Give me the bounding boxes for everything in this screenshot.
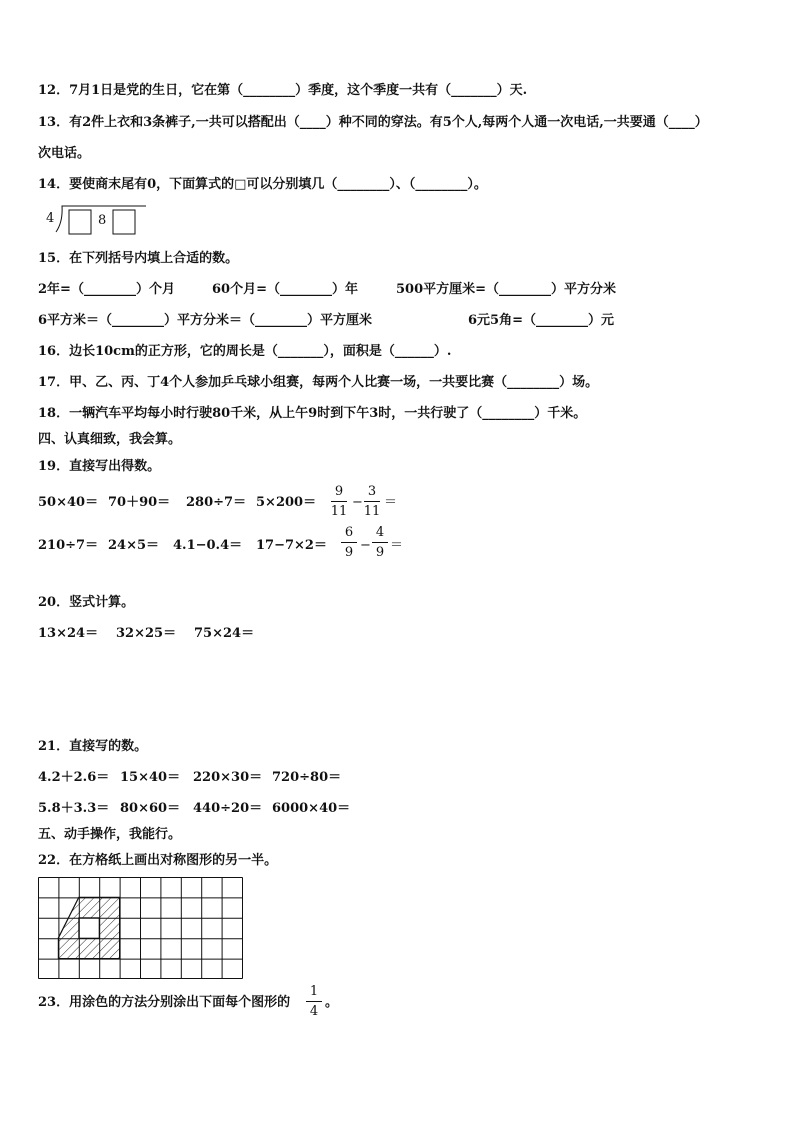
question-14: 14．要使商末尾有0，下面算式的□可以分别填几（________）、（________）。: [38, 177, 487, 192]
section-4-heading: 四、认真细致，我会算。: [38, 432, 182, 447]
numerator: 3: [367, 484, 377, 499]
q21-calc-6: 80×60＝: [120, 801, 181, 816]
q21-calc-3: 220×30＝: [193, 770, 263, 785]
grid-paper: [38, 877, 244, 979]
dividend-digit: 8: [98, 213, 107, 228]
q15-item-1: 2年=（________）个月: [38, 282, 175, 297]
fraction-9-11: [329, 483, 349, 520]
minus-sign: −: [352, 495, 363, 510]
q21-calc-8: 6000×40＝: [272, 801, 351, 816]
question-18: 18．一辆汽车平均每小时行驶80千米，从上午9时到下午3时，一共行驶了（________）千米。: [38, 406, 587, 421]
numerator: 4: [375, 525, 385, 540]
question-23-tail: 。: [325, 995, 339, 1010]
numerator: 9: [334, 484, 344, 499]
blank-box-2: [113, 210, 135, 234]
minus-sign: −: [360, 538, 371, 553]
numerator: 1: [309, 984, 319, 999]
q21-calc-1: 4.2＋2.6＝: [38, 770, 110, 785]
fraction-1-4: [304, 983, 324, 1020]
question-22: 22．在方格纸上画出对称图形的另一半。: [38, 853, 278, 868]
fraction-4-9: [370, 524, 390, 561]
fraction-3-11: [362, 483, 382, 520]
q15-item-3: 500平方厘米=（________）平方分米: [396, 282, 617, 297]
q21-calc-5: 5.8＋3.3＝: [38, 801, 110, 816]
q15-item-2: 60个月=（________）年: [212, 282, 358, 297]
question-13-line1: 13．有2件上衣和3条裤子,一共可以搭配出（____）种不同的穿法。有5个人,每两个人通一次电话,一共要通（____）: [38, 115, 708, 130]
q21-calc-7: 440÷20＝: [193, 801, 263, 816]
question-21: 21．直接写的数。: [38, 739, 148, 754]
denominator: 9: [375, 545, 385, 560]
question-20: 20．竖式计算。: [38, 595, 135, 610]
question-17: 17．甲、乙、丙、丁4个人参加乒乓球小组赛，每两个人比赛一场，一共要比赛（________）场。: [38, 375, 599, 390]
numerator: 6: [344, 525, 354, 540]
fraction-6-9: [339, 524, 359, 561]
q19-calc-7: 4.1−0.4＝: [173, 538, 243, 553]
q20-calc-1: 13×24＝: [38, 626, 99, 641]
question-16: 16．边长10cm的正方形，它的周长是（_______），面积是（______）.: [38, 344, 452, 359]
q20-calc-3: 75×24＝: [194, 626, 255, 641]
section-5-heading: 五、动手操作，我能行。: [38, 827, 182, 842]
question-23: [38, 994, 290, 1012]
q15-item-4: 6平方米＝（________）平方分米＝（________）平方厘米: [38, 313, 373, 328]
q19-calc-6: 24×5＝: [108, 538, 160, 553]
denominator: 4: [309, 1004, 319, 1019]
q19-calc-5: 210÷7＝: [38, 538, 99, 553]
q19-calc-2: 70＋90＝: [108, 495, 171, 510]
question-12: 12．7月1日是党的生日，它在第（________）季度，这个季度一共有（_______）天.: [38, 83, 528, 98]
denominator: 11: [330, 504, 348, 519]
q21-calc-2: 15×40＝: [120, 770, 181, 785]
question-23-text: 23．用涂色的方法分别涂出下面每个图形的: [38, 995, 291, 1010]
empty-cell: [79, 918, 99, 938]
divisor: 4: [46, 211, 55, 226]
q19-calc-4: 5×200＝: [256, 495, 317, 510]
denominator: 11: [363, 504, 381, 519]
question-15: 15．在下列括号内填上合适的数。: [38, 251, 239, 266]
question-19: 19．直接写出得数。: [38, 459, 161, 474]
equals-sign: ＝: [384, 495, 398, 510]
blank-box-1: [69, 210, 91, 234]
q19-calc-3: 280÷7＝: [186, 495, 247, 510]
question-13-line2: 次电话。: [38, 146, 91, 161]
q21-calc-4: 720÷80＝: [272, 770, 342, 785]
q20-calc-2: 32×25＝: [116, 626, 177, 641]
q19-calc-8: 17−7×2＝: [256, 538, 327, 553]
equals-sign: ＝: [390, 538, 404, 553]
q15-item-5: 6元5角=（________）元: [468, 313, 614, 328]
denominator: 9: [344, 545, 354, 560]
q19-calc-1: 50×40＝: [38, 495, 99, 510]
